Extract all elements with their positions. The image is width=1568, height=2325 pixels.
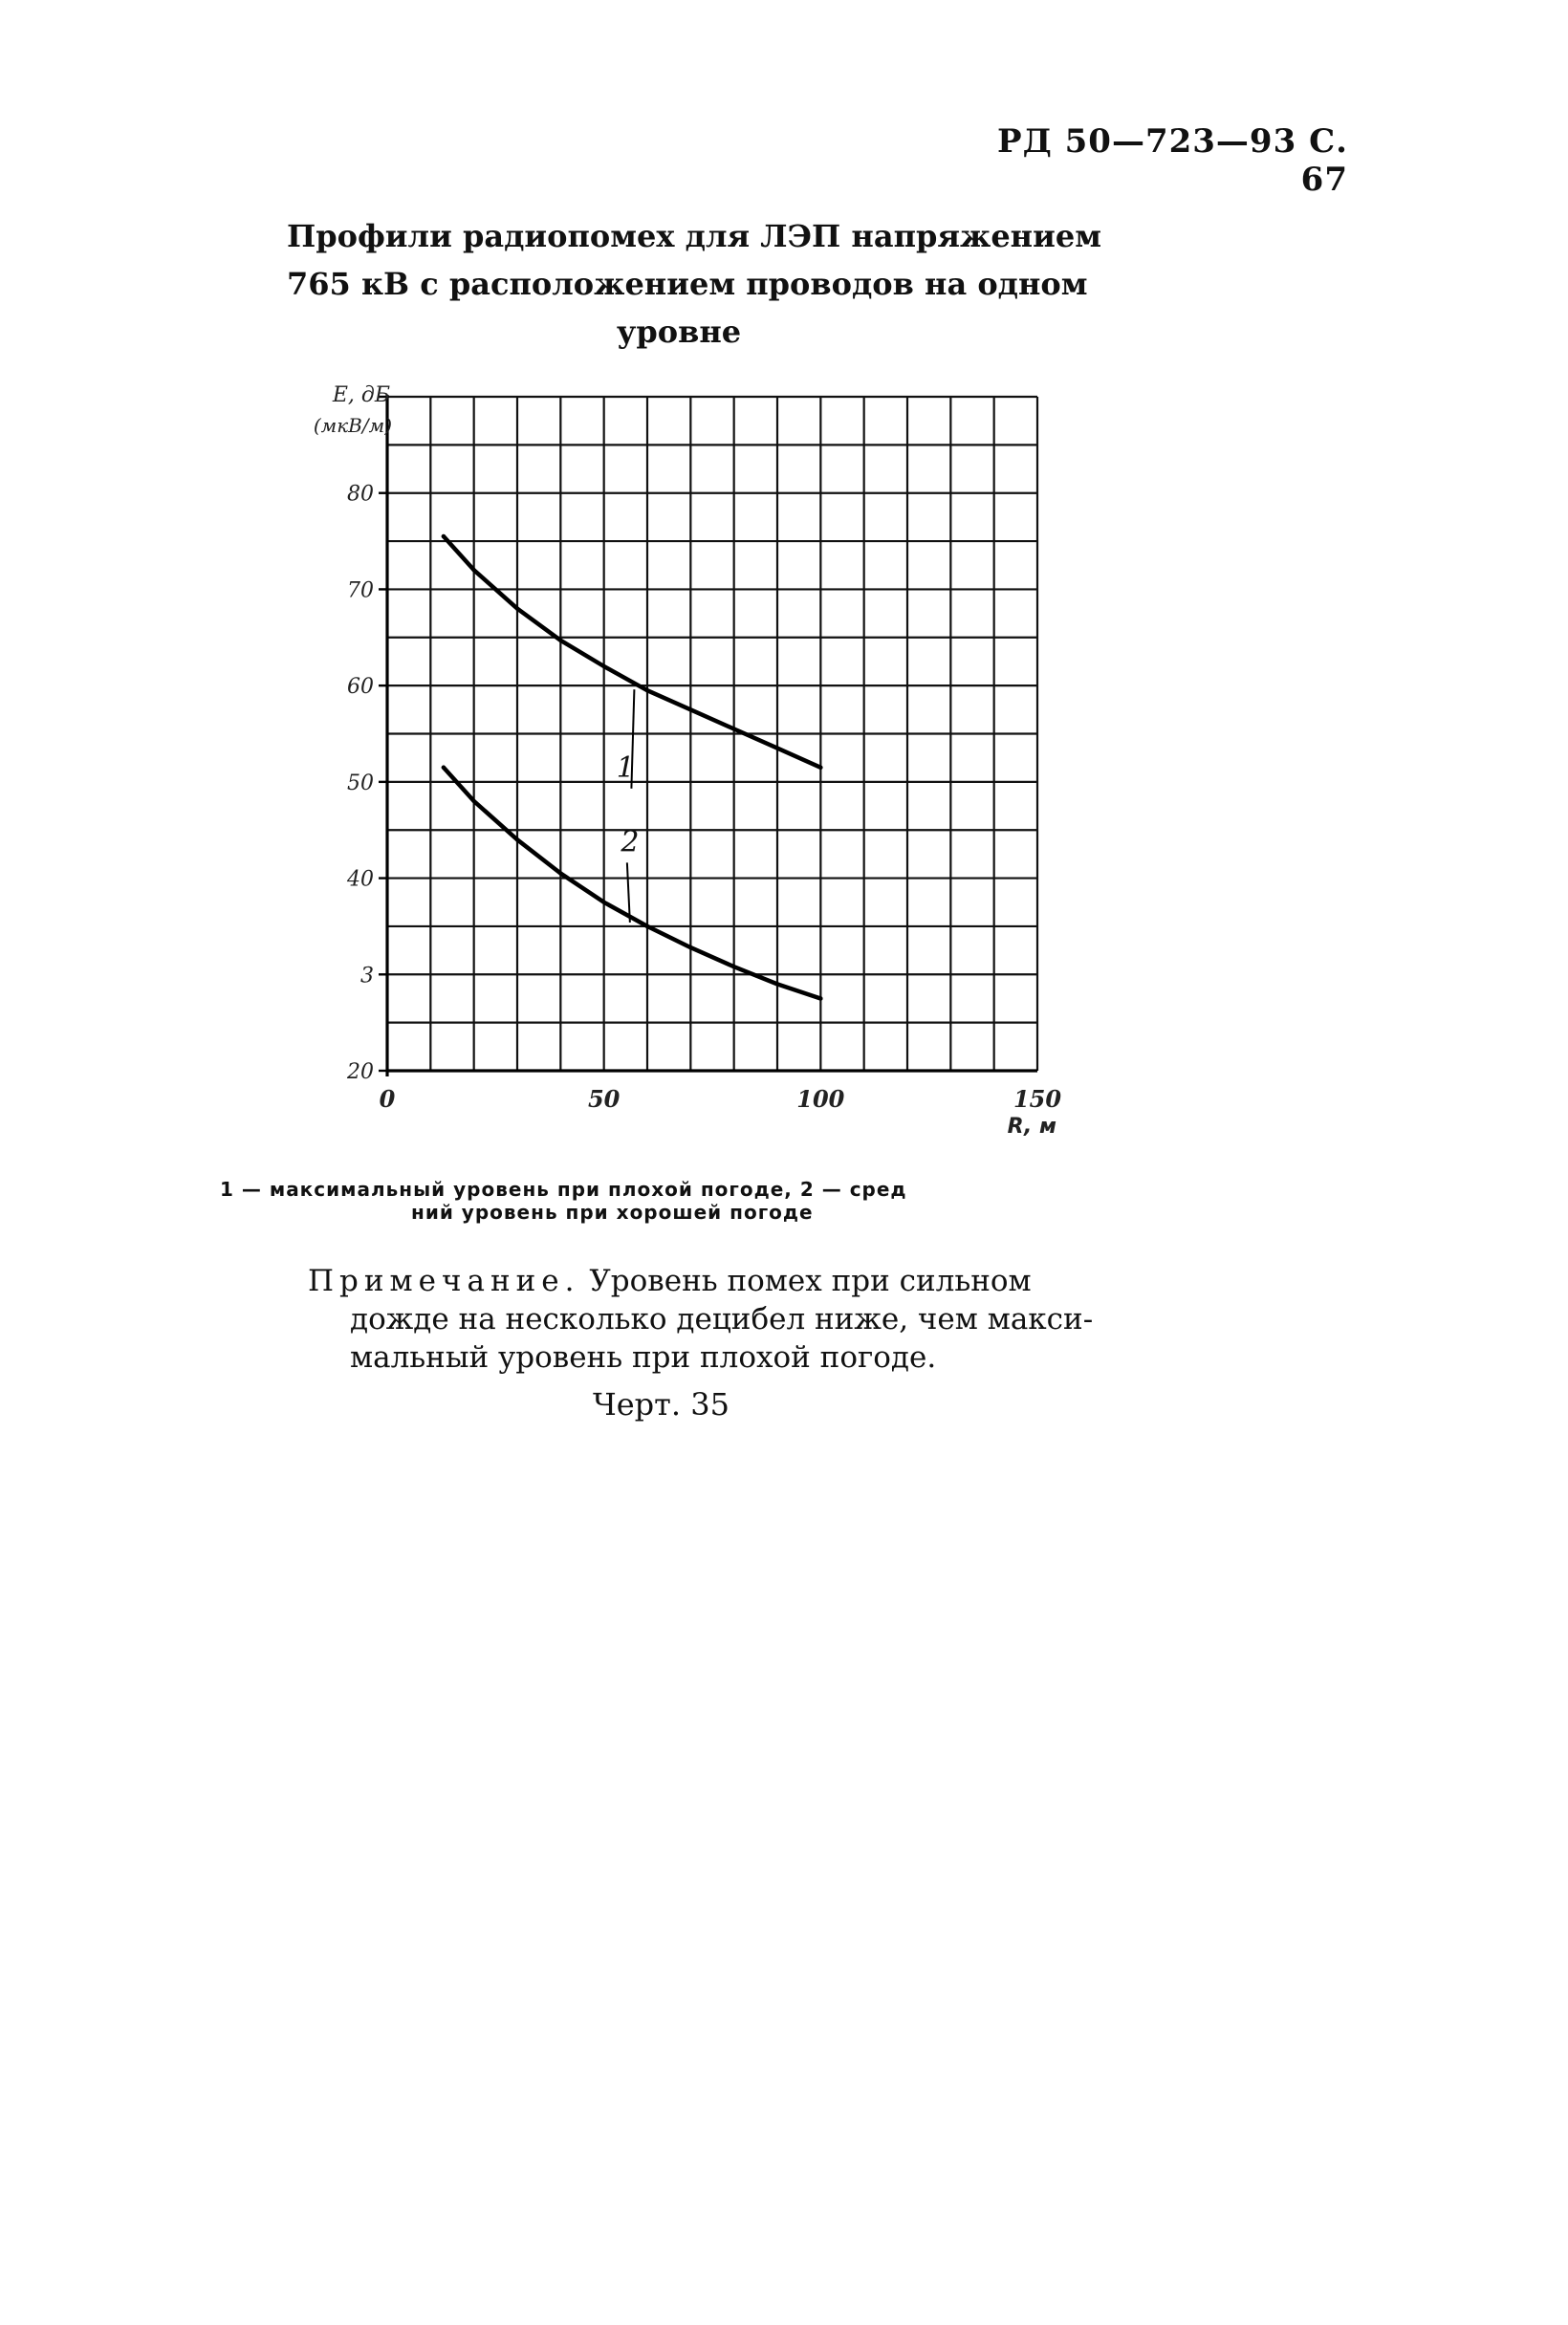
y-tick-label: 50 [347, 771, 374, 795]
series-point [601, 901, 605, 904]
series-point [731, 727, 735, 730]
series-point [515, 606, 519, 610]
chart-series [442, 534, 823, 1001]
note-line: мальный уровень при плохой погоде. [350, 1340, 937, 1375]
series-point [601, 664, 605, 668]
note-line: дожде на несколько децибел ниже, чем макси- [350, 1302, 1094, 1336]
series-point [731, 965, 735, 968]
x-tick-label: 50 [587, 1085, 621, 1113]
series-point [558, 639, 562, 642]
y-tick-labels [346, 483, 374, 1084]
series-point [645, 924, 649, 928]
series-point [775, 982, 779, 986]
x-tick-labels [380, 1085, 1062, 1113]
legend-line: ний уровень при хорошей погоде [411, 1201, 814, 1224]
document-reference: РД 50—723—93 С. 67 [997, 122, 1348, 199]
note [308, 1262, 1187, 1377]
note-label: Примечание. [308, 1264, 580, 1298]
y-axis-label: E, дБ [332, 383, 390, 407]
note-line: Уровень помех при сильном [579, 1264, 1032, 1298]
x-axis-label: R, м [1007, 1115, 1056, 1139]
figure-title [287, 212, 1101, 356]
y-tick-label: 20 [347, 1060, 374, 1084]
y-tick-label: 80 [347, 482, 374, 507]
series-point [442, 534, 446, 538]
series-label: 2 [621, 825, 640, 859]
series-point [515, 837, 519, 841]
series-label: 1 [616, 750, 635, 785]
chart-legend [220, 1178, 1080, 1224]
y-tick-label: 3 [360, 964, 374, 989]
y-axis-unit-label: (мкВ/м) [313, 414, 392, 437]
legend-line: 1 — максимальный уровень при плохой погоде, 2 — сред [220, 1178, 907, 1201]
series-point [775, 746, 779, 750]
series-point [471, 799, 475, 803]
y-tick-label: 60 [347, 675, 374, 700]
x-tick-label: 0 [379, 1085, 396, 1113]
series-point [688, 945, 692, 949]
series-point [442, 766, 446, 770]
series-point [818, 766, 822, 770]
series-point [818, 996, 822, 1000]
x-tick-label: 150 [1013, 1085, 1062, 1113]
series-point [558, 871, 562, 875]
y-tick-label: 70 [347, 578, 374, 603]
line-chart [258, 363, 1119, 1185]
figure-title-line: 765 кВ с расположением проводов на одном [287, 266, 1088, 302]
series-point [688, 707, 692, 711]
figure-title-line: уровне [616, 314, 742, 350]
x-tick-label: 100 [796, 1085, 845, 1113]
series-point [471, 568, 475, 572]
series-point [645, 688, 649, 692]
y-tick-label: 40 [347, 867, 374, 892]
figure-title-line: Профили радиопомех для ЛЭП напряжением [287, 218, 1101, 254]
figure-caption: Черт. 35 [593, 1386, 730, 1423]
series-line-2 [444, 768, 820, 999]
chart-grid [387, 397, 1037, 1071]
